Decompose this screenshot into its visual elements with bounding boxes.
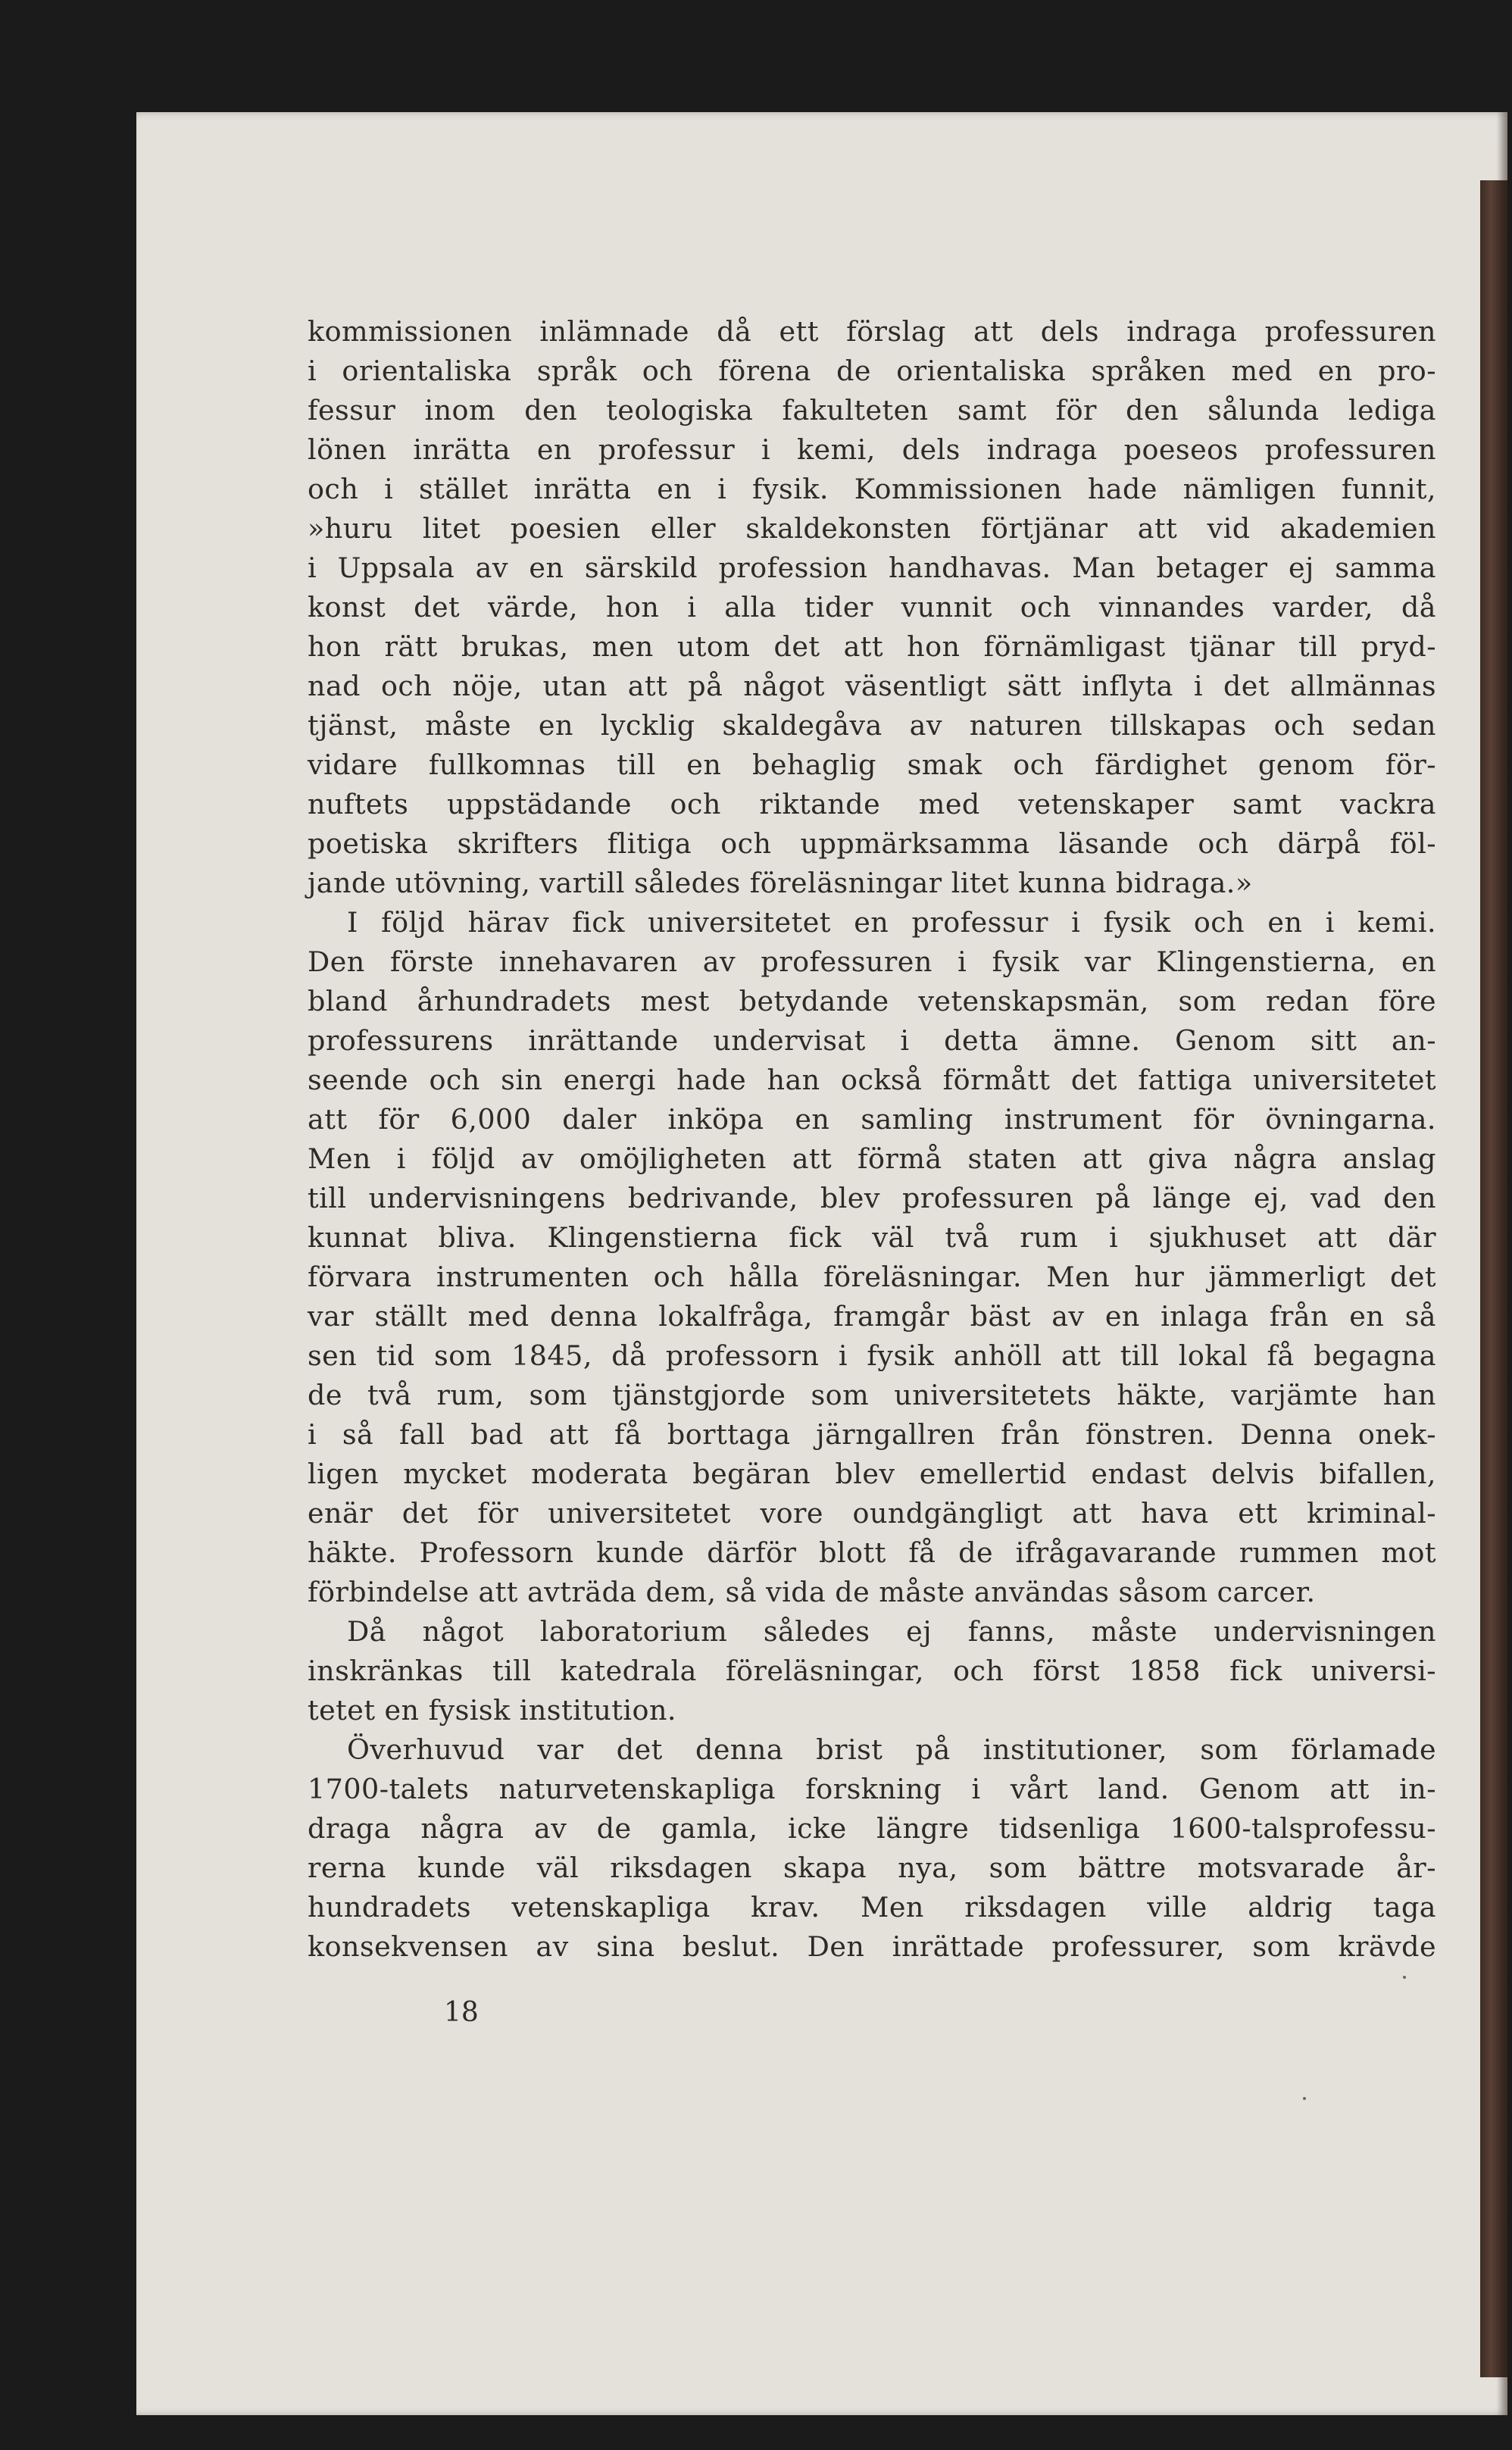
body-text: [308, 312, 1436, 1967]
text-line: i Uppsala av en särskild profession handhavas. Man betager ej samma: [308, 552, 1436, 584]
text-line: häkte. Professorn kunde därför blott få de ifrågavarande rummen mot: [308, 1536, 1436, 1569]
text-line: draga några av de gamla, icke längre tidsenliga 1600-talsprofessu-: [308, 1812, 1436, 1845]
text-line: till undervisningens bedrivande, blev professuren på länge ej, vad den: [308, 1182, 1436, 1214]
text-line: de två rum, som tjänstgjorde som universitetets häkte, varjämte han: [308, 1379, 1436, 1411]
text-line: konst det värde, hon i alla tider vunnit och vinnandes varder, då: [308, 591, 1436, 623]
text-line: hundradets vetenskapliga krav. Men riksdagen ville aldrig taga: [308, 1891, 1436, 1923]
text-line: jande utövning, vartill således föreläsningar litet kunna bidraga.»: [308, 867, 1253, 899]
text-line: förvara instrumenten och hålla föreläsningar. Men hur jämmerligt det: [308, 1261, 1436, 1293]
text-line: Överhuvud var det denna brist på institutioner, som förlamade: [347, 1733, 1436, 1766]
text-line: kunnat bliva. Klingenstierna fick väl två rum i sjukhuset att där: [308, 1221, 1436, 1254]
text-line: var ställt med denna lokalfråga, framgår bäst av en inlaga från en så: [308, 1300, 1436, 1333]
text-line: vidare fullkomnas till en behaglig smak och färdighet genom för-: [308, 748, 1436, 781]
text-line: professurens inrättande undervisat i detta ämne. Genom sitt an-: [308, 1024, 1436, 1057]
text-line: fessur inom den teologiska fakulteten samt för den sålunda lediga: [308, 394, 1436, 427]
text-line: enär det för universitetet vore oundgängligt att hava ett kriminal-: [308, 1497, 1436, 1530]
text-line: I följd härav fick universitetet en professur i fysik och en i kemi.: [347, 906, 1436, 939]
text-line: tetet en fysisk institution.: [308, 1694, 676, 1727]
text-line: sen tid som 1845, då professorn i fysik anhöll att till lokal få begagna: [308, 1339, 1436, 1372]
text-line: nuftets uppstädande och riktande med vetenskaper samt vackra: [308, 788, 1436, 820]
text-line: inskränkas till katedrala föreläsningar, och först 1858 fick universi-: [308, 1655, 1436, 1687]
text-line: att för 6,000 daler inköpa en samling instrument för övningarna.: [308, 1103, 1436, 1136]
text-line: bland århundradets mest betydande vetenskapsmän, som redan före: [308, 985, 1436, 1017]
text-line: konsekvensen av sina beslut. Den inrättade professurer, som krävde: [308, 1930, 1436, 1963]
text-line: ligen mycket moderata begäran blev emellertid endast delvis bifallen,: [308, 1458, 1436, 1490]
text-line: och i stället inrätta en i fysik. Kommissionen hade nämligen funnit,: [308, 473, 1436, 505]
text-line: tjänst, måste en lycklig skaldegåva av naturen tillskapas och sedan: [308, 709, 1436, 742]
page-number: 18: [444, 1997, 479, 2028]
text-line: seende och sin energi hade han också förmått det fattiga universitetet: [308, 1064, 1436, 1096]
text-line: kommissionen inlämnade då ett förslag att dels indraga professuren: [308, 315, 1436, 348]
text-line: »huru litet poesien eller skaldekonsten förtjänar att vid akademien: [308, 512, 1436, 545]
text-line: rerna kunde väl riksdagen skapa nya, som bättre motsvarade år-: [308, 1852, 1436, 1884]
text-line: i så fall bad att få borttaga järngallren från fönstren. Denna onek-: [308, 1418, 1436, 1451]
text-line: Den förste innehavaren av professuren i fysik var Klingenstierna, en: [308, 945, 1436, 978]
page-edge-shadow: [1497, 112, 1507, 2415]
text-line: Då något laboratorium således ej fanns, måste undervisningen: [347, 1615, 1436, 1648]
text-line: hon rätt brukas, men utom det att hon förnämligast tjänar till pryd-: [308, 630, 1436, 663]
text-line: Men i följd av omöjligheten att förmå staten att giva några anslag: [308, 1142, 1436, 1175]
paper-speck: [1403, 1976, 1406, 1979]
text-line: nad och nöje, utan att på något väsentligt sätt inflyta i det allmännas: [308, 670, 1436, 702]
text-line: förbindelse att avträda dem, så vida de måste användas såsom carcer.: [308, 1576, 1316, 1608]
text-line: 1700-talets naturvetenskapliga forskning i vårt land. Genom att in-: [308, 1773, 1436, 1805]
text-line: i orientaliska språk och förena de orientaliska språken med en pro-: [308, 355, 1436, 387]
paper-speck: [1303, 2097, 1306, 2100]
text-line: lönen inrätta en professur i kemi, dels indraga poeseos professuren: [308, 433, 1436, 466]
text-line: poetiska skrifters flitiga och uppmärksamma läsande och därpå föl-: [308, 827, 1436, 860]
